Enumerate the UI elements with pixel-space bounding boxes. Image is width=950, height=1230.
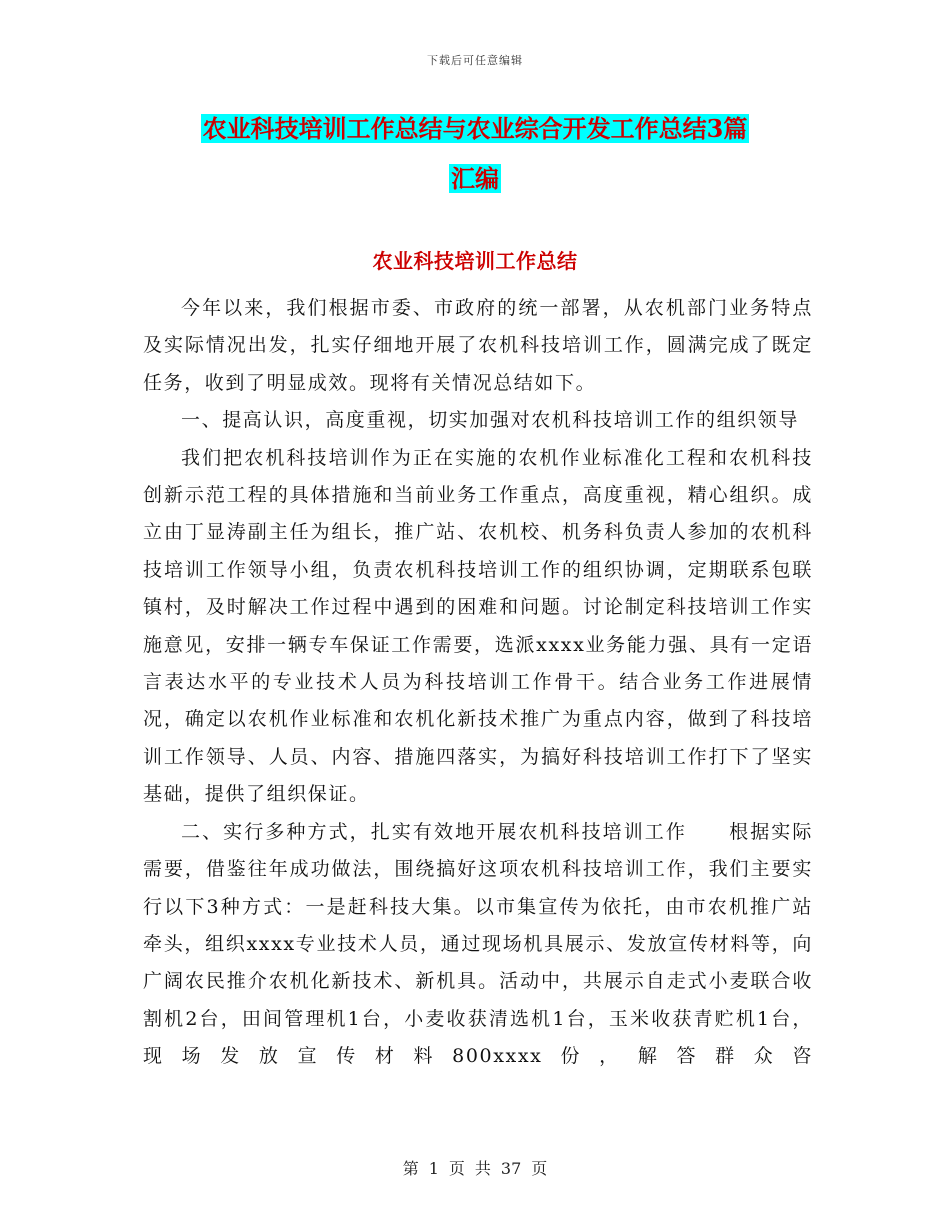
body-paragraph-organization: 我们把农机科技培训作为正在实施的农机作业标准化工程和农机科技创新示范工程的具体措施和当前业务工作重点，高度重视，精心组织。成立由丁显涛副主任为组长，推广站、农机校、机务科负责人参加的农机科技培训工作领导小组，负责农机科技培训工作的组织协调，定期联系包联镇村，及时解决工作过程中遇到的困难和问题。讨论制定科技培训工作实施意见，安排一辆专车保证工作需要，选派xxxx业务能力强、具有一定语言表达水平的专业技术人员为科技培训工作骨干。结合业务工作进展情况，确定以农机作业标准和农机化新技术推广为重点内容，做到了科技培训工作领导、人员、内容、措施四落实，为搞好科技培训工作打下了坚实基础，提供了组织保证。 <box>143 446 813 806</box>
footer-prefix: 第 <box>402 1159 419 1178</box>
page-footer <box>0 1156 950 1179</box>
document-title-line-1: 农业科技培训工作总结与农业综合开发工作总结3篇 <box>202 114 748 143</box>
body-paragraph-intro: 今年以来，我们根据市委、市政府的统一部署，从农机部门业务特点及实际情况出发，扎实仔细地开展了农机科技培训工作，圆满完成了既定任务，收到了明显成效。现将有关情况总结如下。 <box>143 297 813 394</box>
footer-suffix: 页 <box>531 1159 548 1178</box>
body-heading-one: 一、提高认识，高度重视，切实加强对农机科技培训工作的组织领导 <box>181 409 800 432</box>
body-paragraph-methods: 二、实行多种方式，扎实有效地开展农机科技培训工作 根据实际需要，借鉴往年成功做法，围绕搞好这项农机科技培训工作，我们主要实行以下3种方式：一是赶科技大集。以市集宣传为依托，由市农机推广站牵头，组织xxxx专业技术人员，通过现场机具展示、发放宣传材料等，向广阔农民推介农机化新技术、新机具。活动中，共展示自走式小麦联合收割机2台，田间管理机1台，小麦收获清选机1台，玉米收获青贮机1台，现场发放宣传材料800xxxx份，解答群众咨 <box>143 820 813 1068</box>
footer-page-label: 页 <box>448 1159 465 1178</box>
page-header-note: 下载后可任意编辑 <box>427 54 523 67</box>
document-title-line-2: 汇编 <box>451 164 499 193</box>
document-body <box>143 290 813 1076</box>
document-title <box>140 104 810 204</box>
section-title: 农业科技培训工作总结 <box>372 249 578 273</box>
footer-total-pages: 37 <box>500 1159 522 1178</box>
footer-total-label: 共 <box>474 1159 491 1178</box>
footer-current-page: 1 <box>428 1159 439 1178</box>
